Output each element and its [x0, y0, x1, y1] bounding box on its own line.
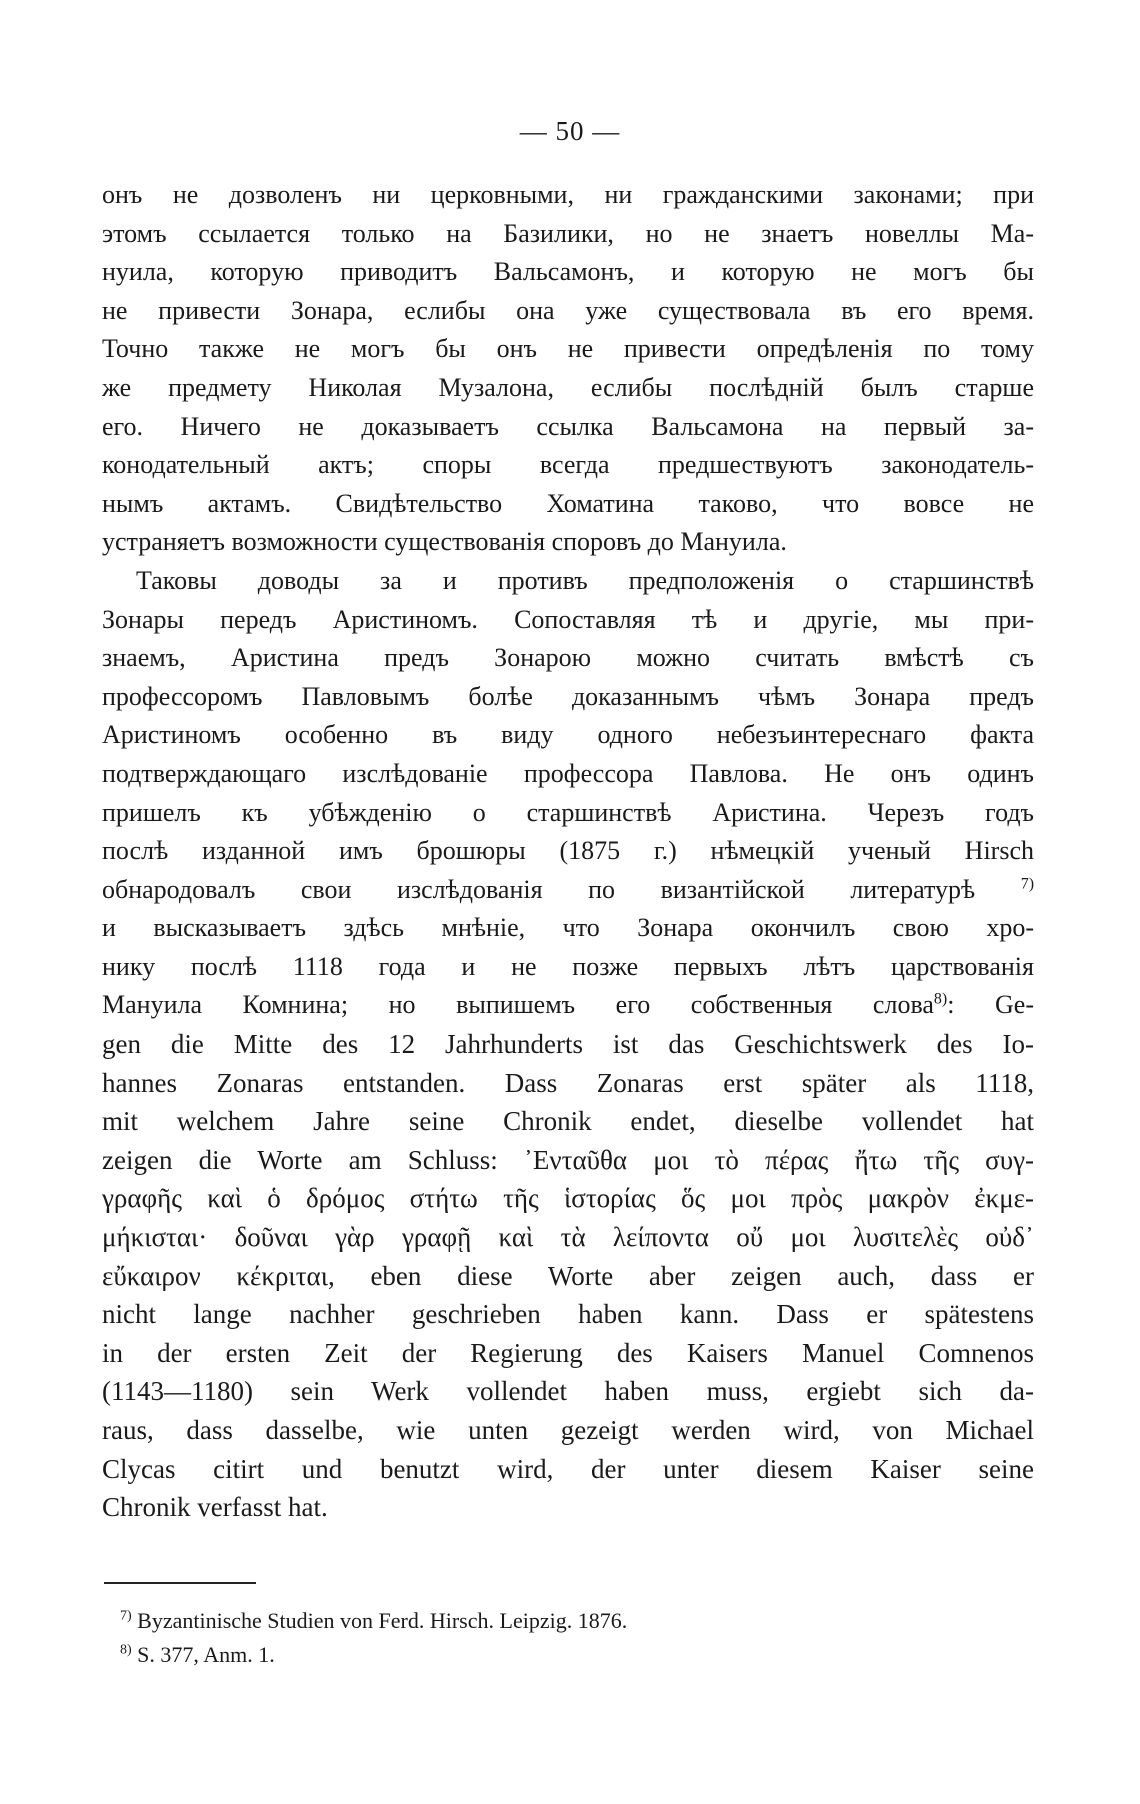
text-line: raus, dass dasselbe, wie unten gezeigt werden wird, von Michael: [102, 1415, 1034, 1445]
text-segment: Мануила Комнина; но выпишемъ его собственныя слова: [102, 990, 934, 1020]
text-line: Зонары передъ Аристиномъ. Сопоставляя тѣ и другіе, мы при-: [102, 604, 1034, 634]
footnote-ref-7: 7): [1020, 875, 1034, 893]
text-line: не привести Зонара, еслибы она уже существовала въ его время.: [102, 295, 1034, 325]
text-line: [102, 871, 1034, 910]
text-line: [102, 986, 1034, 1025]
text-line: Аристиномъ особенно въ виду одного небезъинтереснаго факта: [102, 720, 1034, 750]
text-line: εὔκαιρον κέκριται, eben diese Worte aber zeigen auch, dass er: [102, 1260, 1034, 1291]
text-line: нуила, которую приводитъ Вальсамонъ, и которую не могъ бы: [102, 257, 1034, 287]
footnote-divider: [104, 1582, 256, 1584]
text-line: Точно также не могъ бы онъ не привести опредѣленія по тому: [102, 334, 1034, 364]
text-line: Clycas citirt und benutzt wird, der unter diesem Kaiser seine: [102, 1453, 1034, 1484]
text-line: μήκισται· δοῦναι γὰρ γραφῇ καὶ τὰ λείποντα οὔ μοι λυσιτελὲς οὐδ᾿: [102, 1222, 1034, 1253]
text-line: онъ не дозволенъ ни церковными, ни гражданскими законами; при: [102, 180, 1034, 209]
text-line: конодательный актъ; споры всегда предшествуютъ законодатель-: [102, 450, 1034, 480]
text-line: mit welchem Jahre seine Chronik endet, dieselbe vollendet hat: [102, 1106, 1034, 1137]
body-text: [102, 176, 1034, 1527]
footnote-ref-8: 8): [933, 990, 948, 1008]
footnote-text: Byzantinische Studien von Ferd. Hirsch. Leipzig. 1876.: [137, 1608, 628, 1633]
text-line: подтверждающаго изслѣдованіе профессора Павлова. Не онъ одинъ: [102, 758, 1034, 788]
text-line: in der ersten Zeit der Regierung des Kaisers Manuel Comnenos: [102, 1337, 1034, 1368]
text-line: и высказываетъ здѣсь мнѣніе, что Зонара окончилъ свою хро-: [102, 913, 1034, 943]
text-line: нику послѣ 1118 года и не позже первыхъ лѣтъ царствованія: [102, 951, 1034, 981]
text-line: Chronik verfasst hat.: [102, 1492, 328, 1523]
footnote-mark: 7): [120, 1608, 132, 1624]
footnote-text: S. 377, Anm. 1.: [137, 1642, 275, 1667]
text-line: zeigen die Worte am Schluss: ᾿Ενταῦθα μοι τὸ πέρας ἤτω τῆς συγ-: [102, 1144, 1034, 1175]
text-line: γραφῆς καὶ ὁ δρόμος στήτω τῆς ἱστορίας ὅς μοι πρὸς μακρὸν ἐκμε-: [102, 1183, 1034, 1214]
text-line: (1143—1180) sein Werk vollendet haben muss, ergiebt sich da-: [102, 1376, 1034, 1407]
text-line: gen die Mitte des 12 Jahrhunderts ist das Geschichtswerk des Io-: [102, 1029, 1034, 1060]
text-line: нымъ актамъ. Свидѣтельство Хоматина таково, что вовсе не: [102, 488, 1034, 518]
text-segment: обнародовалъ свои изслѣдованія по византійской литературѣ: [102, 874, 976, 904]
text-line: hannes Zonaras entstanden. Dass Zonaras erst später als 1118,: [102, 1067, 1034, 1098]
text-line: nicht lange nachher geschrieben haben kann. Dass er spätestens: [102, 1299, 1034, 1330]
text-line: профессоромъ Павловымъ болѣе доказаннымъ чѣмъ Зонара предъ: [102, 681, 1034, 711]
text-line: этомъ ссылается только на Базилики, но не знаетъ новеллы Ма-: [102, 218, 1034, 248]
text-line: знаемъ, Аристина предъ Зонарою можно считать вмѣстѣ съ: [102, 643, 1034, 673]
text-line: его. Ничего не доказываетъ ссылка Вальсамона на первый за-: [102, 411, 1034, 441]
footnotes: [120, 1604, 1020, 1672]
text-line: Таковы доводы за и противъ предположенія о старшинствѣ: [136, 565, 1034, 595]
footnote-7: [120, 1604, 1020, 1638]
text-line: послѣ изданной имъ брошюры (1875 г.) нѣмецкій ученый Hirsch: [102, 836, 1034, 866]
text-line: же предмету Николая Музалона, еслибы послѣдній былъ старше: [102, 372, 1034, 402]
footnote-8: [120, 1638, 1020, 1672]
text-line: пришелъ къ убѣжденію о старшинствѣ Аристина. Черезъ годъ: [102, 797, 1034, 827]
footnote-mark: 8): [120, 1642, 132, 1658]
text-line: устраняетъ возможности существованія споровъ до Мануила.: [102, 527, 787, 557]
page-number: — 50 —: [519, 116, 621, 146]
text-segment: : Ge-: [947, 990, 1034, 1020]
